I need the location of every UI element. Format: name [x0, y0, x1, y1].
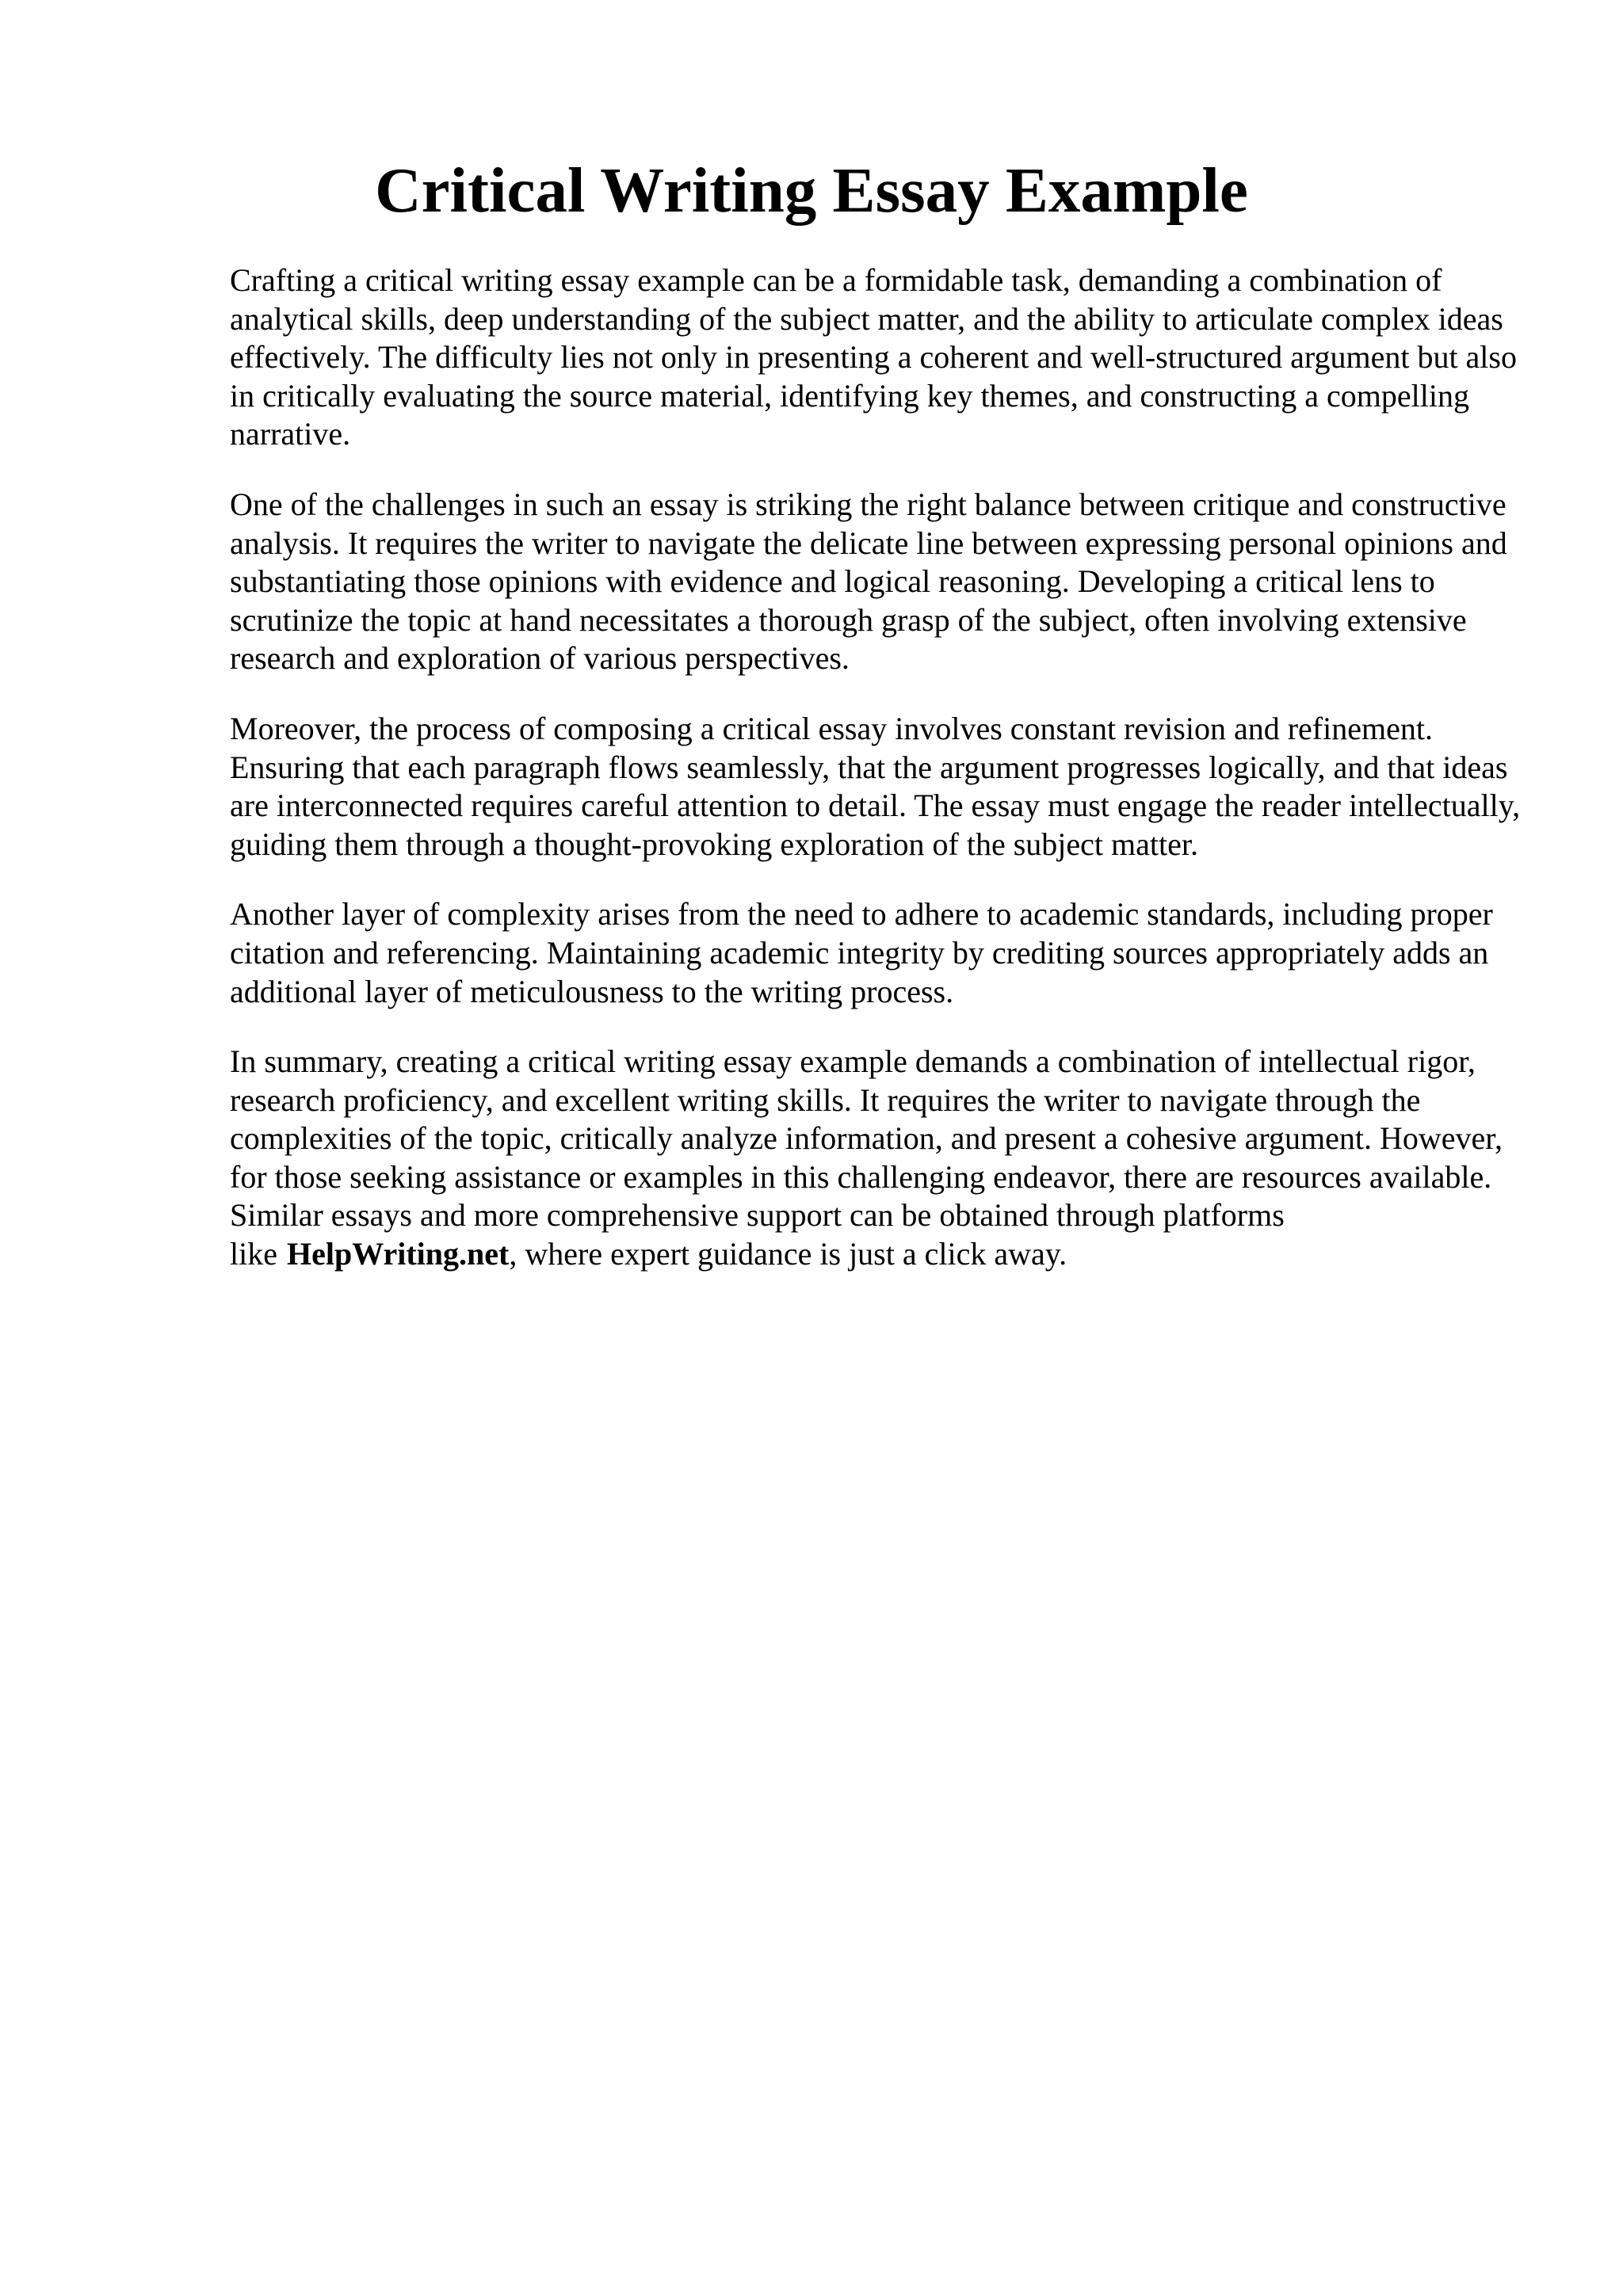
helpwriting-link[interactable]: HelpWriting.net	[286, 1236, 510, 1272]
document-body	[230, 261, 1529, 1306]
paragraph-1: Crafting a critical writing essay example can be a formidable task, demanding a combination of analytical skills, deep understanding of the subject matter, and the ability to articulate complex ideas effectively. The difficulty lies not only in presenting a coherent and well-structured argument but also in critically evaluating the source material, identifying key themes, and constructing a compelling narrative.	[230, 262, 1517, 452]
paragraph-2: One of the challenges in such an essay is striking the right balance between critique and constructive analysis. It requires the writer to navigate the delicate line between expressing personal opinions and substantiating those opinions with evidence and logical reasoning. Developing a critical lens to scrutinize the topic at hand necessitates a thorough grasp of the subject, often involving extensive research and exploration of various perspectives.	[230, 486, 1507, 677]
paragraph-5	[230, 1043, 1529, 1274]
document-title: Critical Writing Essay Example	[375, 154, 1248, 226]
paragraph-5-text: In summary, creating a critical writing essay example demands a combination of intellectual rigor, research proficiency, and excellent writing skills. It requires the writer to navigate through the complexities of the topic, critically analyze information, and present a cohesive argument. However, for those seeking assistance or examples in this challenging endeavor, there are resources available. Similar essays and more comprehensive support can be obtained through platforms like	[230, 1043, 1503, 1272]
paragraph-4: Another layer of complexity arises from the need to adhere to academic standards, including proper citation and referencing. Maintaining academic integrity by crediting sources appropriately adds an additional layer of meticulousness to the writing process.	[230, 896, 1493, 1009]
paragraph-5-tail: , where expert guidance is just a click away.	[509, 1236, 1067, 1272]
paragraph-3: Moreover, the process of composing a critical essay involves constant revision and refinement. Ensuring that each paragraph flows seamlessly, that the argument progresses logically, and that ideas are interconnected requires careful attention to detail. The essay must engage the reader intellectually, guiding them through a thought-provoking exploration of the subject matter.	[230, 710, 1521, 862]
